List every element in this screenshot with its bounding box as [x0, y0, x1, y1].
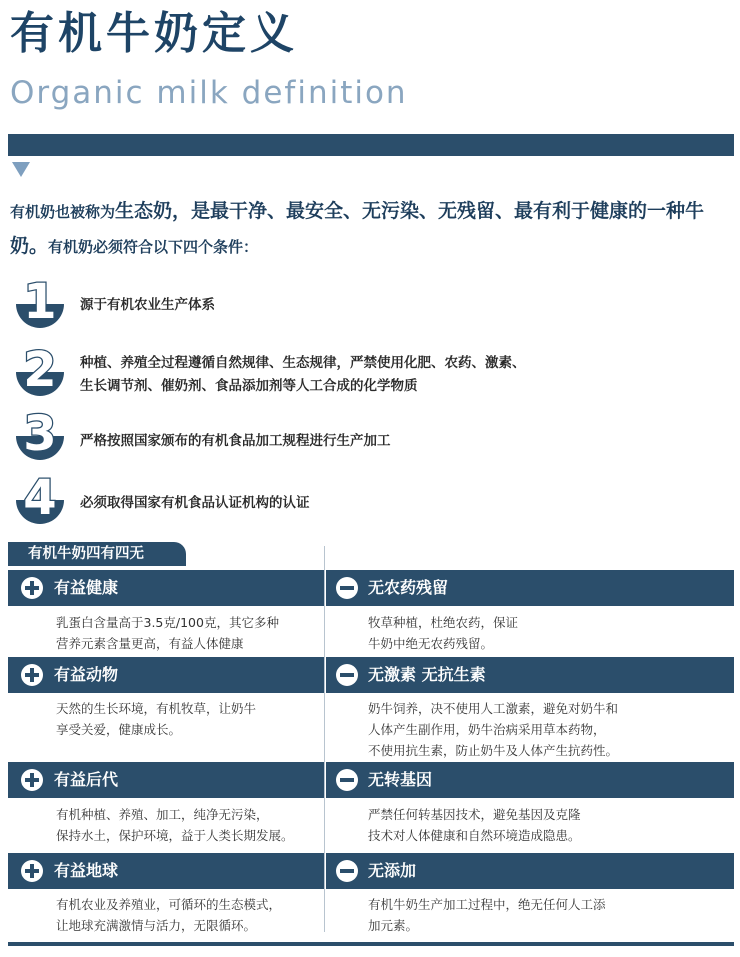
desc-line: 牛奶中绝无农药残留。: [368, 636, 494, 651]
benefit-header-1: [8, 570, 324, 606]
intro-part3: 有机奶必须符合以下四个条件：: [48, 238, 259, 256]
free-desc-3: [368, 804, 668, 846]
intro-part2: 生态奶，是最干净、最安全、无污染、无残留、最有利于健康的一种牛奶。: [10, 200, 705, 257]
number-badge-2-icon: [14, 342, 66, 398]
free-header-4: [326, 853, 734, 889]
page-subtitle: Organic milk definition: [10, 75, 408, 111]
condition-line: 严格按照国家颁布的有机食品加工规程进行生产加工: [80, 433, 391, 449]
condition-line: 生长调节剂、催奶剂、食品添加剂等人工合成的化学物质: [80, 378, 418, 394]
condition-number-4: 4: [23, 470, 57, 526]
condition-4: [14, 470, 694, 526]
free-desc-4: [368, 894, 668, 936]
condition-text-1: [80, 294, 215, 317]
desc-line: 让地球充满激情与活力，无限循环。: [56, 918, 257, 933]
number-badge-3-icon: [14, 406, 66, 462]
condition-line: 种植、养殖全过程遵循自然规律、生态规律，严禁使用化肥、农药、激素、: [80, 355, 526, 371]
benefit-title-4: 有益地球: [54, 861, 119, 880]
plus-circle-icon: [21, 860, 43, 882]
desc-line: 乳蛋白含量高于3.5克/100克，其它多种: [56, 615, 279, 630]
triangle-down-icon: [12, 162, 30, 177]
desc-line: 有机种植、养殖、加工，纯净无污染，: [56, 807, 269, 822]
condition-3: [14, 406, 694, 462]
plus-circle-icon: [21, 664, 43, 686]
desc-line: 天然的生长环境，有机牧草，让奶牛: [56, 701, 257, 716]
column-divider: [324, 546, 325, 932]
free-header-1: [326, 570, 734, 606]
desc-line: 有机牛奶生产加工过程中，绝无任何人工添: [368, 897, 606, 912]
desc-line: 加元素。: [368, 918, 419, 933]
benefit-header-4: [8, 853, 324, 889]
footer-bar: [8, 942, 734, 946]
desc-line: 保持水土，保护环境，益于人类长期发展。: [56, 828, 294, 843]
benefit-header-3: [8, 762, 324, 798]
plus-circle-icon: [21, 577, 43, 599]
page-title: 有机牛奶定义: [10, 8, 298, 59]
condition-line: 必须取得国家有机食品认证机构的认证: [80, 495, 310, 511]
free-title-3: 无转基因: [368, 770, 433, 789]
benefit-title-1: 有益健康: [54, 578, 119, 597]
condition-text-3: [80, 430, 391, 453]
intro-part1: 有机奶也被称为: [10, 203, 116, 221]
desc-line: 技术对人体健康和自然环境造成隐患。: [368, 828, 581, 843]
free-desc-1: [368, 612, 668, 654]
desc-line: 营养元素含量更高，有益人体健康: [56, 636, 244, 651]
condition-number-2: 2: [23, 342, 57, 398]
condition-1: [14, 274, 694, 330]
minus-circle-icon: [336, 860, 358, 882]
desc-line: 人体产生副作用，奶牛治病采用草本药物，: [368, 722, 606, 737]
free-desc-2: [368, 698, 668, 761]
intro-text: [10, 194, 725, 264]
free-title-1: 无农药残留: [368, 578, 449, 597]
plus-circle-icon: [21, 769, 43, 791]
desc-line: 有机农业及养殖业，可循环的生态模式，: [56, 897, 282, 912]
benefit-desc-4: [56, 894, 318, 936]
condition-2: [14, 342, 694, 398]
number-badge-1-icon: [14, 274, 66, 330]
free-title-4: 无添加: [368, 861, 417, 880]
condition-text-4: [80, 492, 310, 515]
condition-text-2: [80, 352, 526, 398]
condition-number-3: 3: [23, 406, 57, 462]
free-header-3: [326, 762, 734, 798]
desc-line: 奶牛饲养，决不使用人工激素，避免对奶牛和: [368, 701, 619, 716]
minus-circle-icon: [336, 577, 358, 599]
free-header-2: [326, 657, 734, 693]
desc-line: 严禁任何转基因技术，避免基因及克隆: [368, 807, 581, 822]
section-tab: 有机牛奶四有四无: [8, 542, 186, 566]
condition-number-1: 1: [23, 274, 57, 330]
desc-line: 享受关爱，健康成长。: [56, 722, 182, 737]
benefit-desc-3: [56, 804, 318, 846]
benefit-desc-2: [56, 698, 318, 740]
benefit-title-3: 有益后代: [54, 770, 119, 789]
minus-circle-icon: [336, 664, 358, 686]
benefit-desc-1: [56, 612, 318, 654]
benefit-title-2: 有益动物: [54, 665, 119, 684]
desc-line: 不使用抗生素，防止奶牛及人体产生抗药性。: [368, 743, 619, 758]
free-title-2: 无激素 无抗生素: [368, 665, 486, 684]
minus-circle-icon: [336, 769, 358, 791]
condition-line: 源于有机农业生产体系: [80, 297, 215, 313]
header-bar: [8, 134, 734, 156]
desc-line: 牧草种植，杜绝农药，保证: [368, 615, 519, 630]
number-badge-4-icon: [14, 470, 66, 526]
benefit-header-2: [8, 657, 324, 693]
